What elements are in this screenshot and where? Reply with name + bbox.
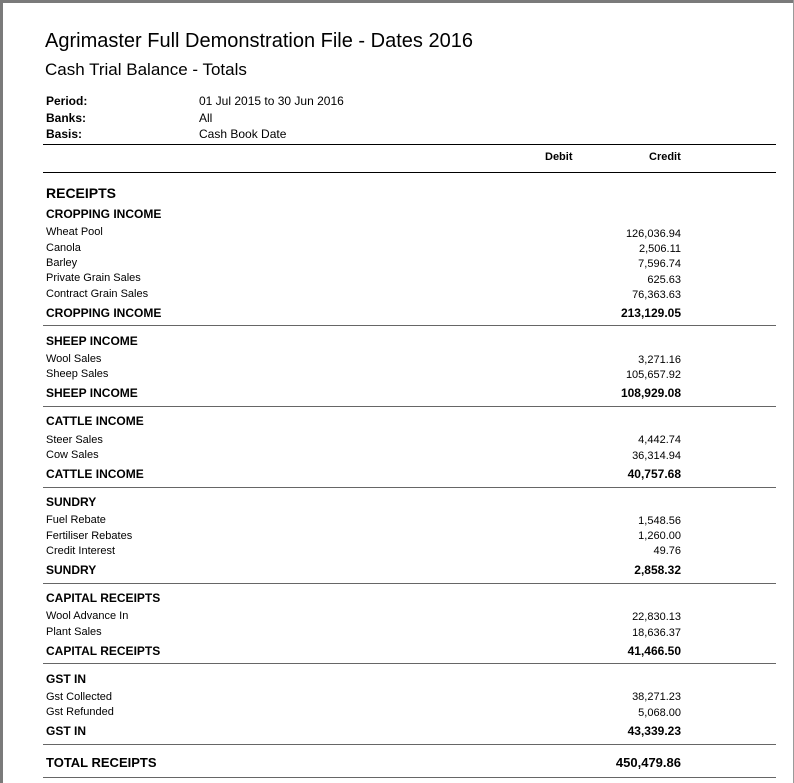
- group-total-label: SUNDRY: [46, 563, 97, 577]
- group-heading: CATTLE INCOME: [46, 414, 144, 428]
- group-total-credit: 41,466.50: [627, 644, 681, 658]
- meta-label: Banks:: [46, 111, 87, 125]
- group-divider: [43, 583, 776, 584]
- line-item-credit: 36,314.94: [632, 450, 681, 462]
- line-item-label: Wool Sales: [46, 353, 102, 365]
- column-header-debit: Debit: [545, 151, 573, 163]
- column-header-credit: Credit: [649, 151, 681, 163]
- line-item-label: Cow Sales: [46, 449, 99, 461]
- group-divider: [43, 325, 776, 326]
- group-heading: CAPITAL RECEIPTS: [46, 591, 161, 605]
- line-item-label: Wool Advance In: [46, 610, 129, 622]
- line-item-label: Steer Sales: [46, 434, 103, 446]
- group-divider: [43, 406, 776, 407]
- group-heading: CROPPING INCOME: [46, 207, 162, 221]
- window-top-border: [0, 0, 794, 3]
- group-divider: [43, 663, 776, 664]
- line-item-credit: 18,636.37: [632, 627, 681, 639]
- line-item-credit: 22,830.13: [632, 611, 681, 623]
- line-item-credit: 105,657.92: [625, 369, 681, 381]
- line-item-credit: 7,596.74: [638, 258, 681, 270]
- group-total-label: CAPITAL RECEIPTS: [46, 644, 161, 658]
- group-divider: [43, 487, 776, 488]
- line-item-label: Barley: [46, 257, 78, 269]
- section-title-receipts: RECEIPTS: [46, 185, 117, 201]
- line-item-label: Credit Interest: [46, 545, 116, 557]
- grand-total-divider: [43, 777, 776, 778]
- header-divider-top: [43, 144, 776, 145]
- line-item-credit: 625.63: [647, 274, 681, 286]
- grand-total-label: TOTAL RECEIPTS: [46, 755, 157, 770]
- grand-total-credit: 450,479.86: [615, 755, 681, 770]
- line-item-credit: 126,036.94: [625, 228, 681, 240]
- group-heading: SUNDRY: [46, 495, 97, 509]
- group-total-credit: 2,858.32: [634, 563, 681, 577]
- meta-label: Period:: [46, 94, 88, 108]
- line-item-label: Contract Grain Sales: [46, 288, 149, 300]
- line-item-label: Gst Collected: [46, 691, 113, 703]
- group-total-credit: 40,757.68: [627, 467, 681, 481]
- meta-value: All: [199, 111, 213, 125]
- meta-value: 01 Jul 2015 to 30 Jun 2016: [199, 94, 344, 108]
- group-total-credit: 213,129.05: [620, 306, 681, 320]
- line-item-credit: 4,442.74: [638, 434, 681, 446]
- line-item-label: Sheep Sales: [46, 368, 109, 380]
- report-subtitle: Cash Trial Balance - Totals: [45, 60, 247, 79]
- window-left-border: [0, 0, 3, 783]
- line-item-credit: 5,068.00: [638, 707, 681, 719]
- line-item-label: Fuel Rebate: [46, 514, 106, 526]
- group-total-label: SHEEP INCOME: [46, 386, 138, 400]
- meta-value: Cash Book Date: [199, 127, 287, 141]
- header-divider-bottom: [43, 172, 776, 173]
- group-heading: SHEEP INCOME: [46, 334, 138, 348]
- group-total-credit: 108,929.08: [620, 386, 681, 400]
- line-item-label: Plant Sales: [46, 626, 102, 638]
- line-item-credit: 38,271.23: [632, 691, 681, 703]
- line-item-label: Private Grain Sales: [46, 272, 141, 284]
- group-total-label: CROPPING INCOME: [46, 306, 162, 320]
- line-item-credit: 3,271.16: [638, 354, 681, 366]
- group-total-credit: 43,339.23: [627, 724, 681, 738]
- line-item-label: Gst Refunded: [46, 706, 114, 718]
- line-item-label: Canola: [46, 242, 81, 254]
- report-title: Agrimaster Full Demonstration File - Dates 2016: [45, 30, 473, 52]
- group-heading: GST IN: [46, 672, 87, 686]
- line-item-credit: 1,260.00: [638, 530, 681, 542]
- line-item-label: Fertiliser Rebates: [46, 530, 133, 542]
- line-item-credit: 2,506.11: [638, 243, 681, 255]
- line-item-label: Wheat Pool: [46, 226, 103, 238]
- group-total-label: CATTLE INCOME: [46, 467, 144, 481]
- line-item-credit: 76,363.63: [632, 289, 681, 301]
- group-divider: [43, 744, 776, 745]
- group-total-label: GST IN: [46, 724, 87, 738]
- line-item-credit: 1,548.56: [638, 515, 681, 527]
- line-item-credit: 49.76: [653, 545, 681, 557]
- meta-label: Basis:: [46, 127, 83, 141]
